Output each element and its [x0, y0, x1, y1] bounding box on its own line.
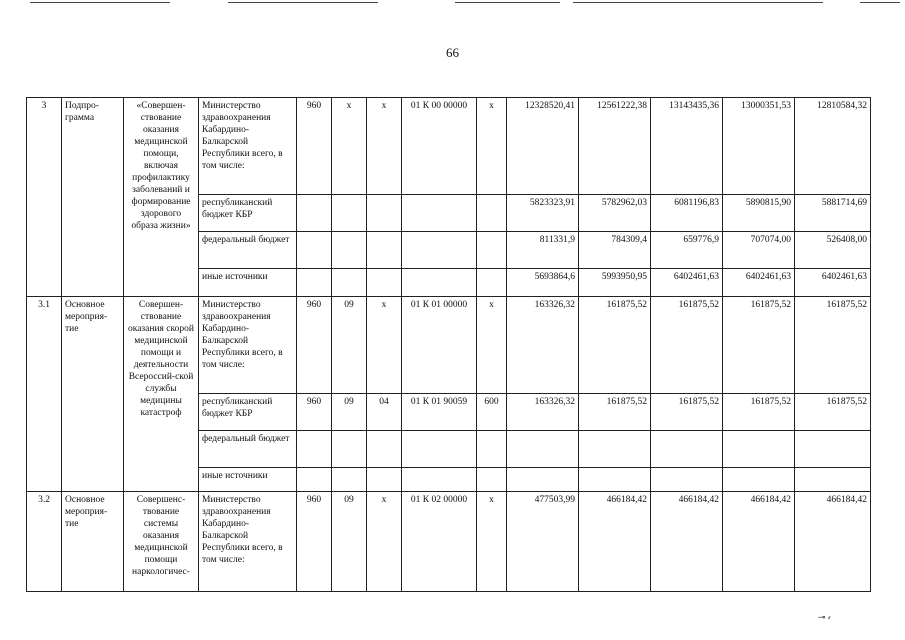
- scan-marks: ⊸ ⸗: [818, 612, 831, 622]
- value-year-5: 161875,52: [795, 297, 871, 394]
- pr-code: [367, 269, 402, 297]
- value-year-1: 5693864,6: [507, 269, 579, 297]
- csr-code: [402, 195, 477, 232]
- row-title: Совершенс-твование системы оказания медицинской помощи наркологичес-: [124, 492, 199, 592]
- grbs-code: [297, 431, 332, 468]
- funding-source: Министерство здравоохранения Кабардино-Балкарской Республики всего, в том числе:: [199, 98, 297, 195]
- row-title: «Совершен-ствование оказания медицинской помощи, включая профилактику заболеваний и формирование здорового образа жизни»: [124, 98, 199, 297]
- row-type: Основное мероприя-тие: [62, 297, 124, 492]
- row-type: Подпро-грамма: [62, 98, 124, 297]
- grbs-code: 960: [297, 492, 332, 592]
- vr-code: x: [477, 297, 507, 394]
- funding-source: федеральный бюджет: [199, 431, 297, 468]
- value-year-2: 5993950,95: [579, 269, 651, 297]
- pr-code: 04: [367, 394, 402, 431]
- value-year-2: 466184,42: [579, 492, 651, 592]
- vr-code: x: [477, 492, 507, 592]
- value-year-1: 12328520,41: [507, 98, 579, 195]
- value-year-5: 5881714,69: [795, 195, 871, 232]
- value-year-2: [579, 468, 651, 492]
- scan-top-line: [860, 2, 900, 3]
- vr-code: 600: [477, 394, 507, 431]
- scan-top-line: [573, 2, 823, 3]
- value-year-1: [507, 468, 579, 492]
- rz-code: 09: [332, 297, 367, 394]
- csr-code: 01 К 01 00000: [402, 297, 477, 394]
- budget-table: [26, 97, 871, 592]
- funding-source: иные источники: [199, 468, 297, 492]
- value-year-1: 163326,32: [507, 394, 579, 431]
- grbs-code: 960: [297, 394, 332, 431]
- row-type: Основное мероприя-тие: [62, 492, 124, 592]
- csr-code: 01 К 02 00000: [402, 492, 477, 592]
- grbs-code: [297, 468, 332, 492]
- value-year-3: 161875,52: [651, 297, 723, 394]
- csr-code: 01 К 01 90059: [402, 394, 477, 431]
- value-year-2: [579, 431, 651, 468]
- pr-code: [367, 468, 402, 492]
- rz-code: [332, 269, 367, 297]
- value-year-1: 477503,99: [507, 492, 579, 592]
- value-year-3: [651, 468, 723, 492]
- rz-code: 09: [332, 492, 367, 592]
- value-year-3: 6081196,83: [651, 195, 723, 232]
- funding-source: федеральный бюджет: [199, 232, 297, 269]
- csr-code: [402, 269, 477, 297]
- value-year-4: 13000351,53: [723, 98, 795, 195]
- table-row: [27, 492, 871, 592]
- row-number: 3: [27, 98, 62, 297]
- grbs-code: 960: [297, 98, 332, 195]
- pr-code: [367, 431, 402, 468]
- grbs-code: [297, 269, 332, 297]
- value-year-2: 12561222,38: [579, 98, 651, 195]
- funding-source: республиканский бюджет КБР: [199, 394, 297, 431]
- csr-code: 01 К 00 00000: [402, 98, 477, 195]
- value-year-4: 5890815,90: [723, 195, 795, 232]
- value-year-4: 161875,52: [723, 394, 795, 431]
- pr-code: x: [367, 297, 402, 394]
- rz-code: [332, 232, 367, 269]
- value-year-3: 466184,42: [651, 492, 723, 592]
- row-number: 3.1: [27, 297, 62, 492]
- value-year-5: [795, 431, 871, 468]
- grbs-code: 960: [297, 297, 332, 394]
- value-year-3: 6402461,63: [651, 269, 723, 297]
- grbs-code: [297, 232, 332, 269]
- value-year-2: 784309,4: [579, 232, 651, 269]
- value-year-5: 6402461,63: [795, 269, 871, 297]
- value-year-4: 161875,52: [723, 297, 795, 394]
- rz-code: 09: [332, 394, 367, 431]
- page-number: 66: [446, 45, 459, 60]
- value-year-3: 13143435,36: [651, 98, 723, 195]
- value-year-5: 526408,00: [795, 232, 871, 269]
- vr-code: [477, 431, 507, 468]
- pr-code: [367, 232, 402, 269]
- funding-source: республиканский бюджет КБР: [199, 195, 297, 232]
- row-title: Совершен-ствование оказания скорой медицинской помощи и деятельности Всероссий-ской службы медицины катастроф: [124, 297, 199, 492]
- value-year-1: 811331,9: [507, 232, 579, 269]
- value-year-4: [723, 431, 795, 468]
- funding-source: Министерство здравоохранения Кабардино-Балкарской Республики всего, в том числе:: [199, 297, 297, 394]
- pr-code: [367, 195, 402, 232]
- table-row: [27, 297, 871, 394]
- vr-code: x: [477, 98, 507, 195]
- vr-code: [477, 269, 507, 297]
- funding-source: иные источники: [199, 269, 297, 297]
- csr-code: [402, 431, 477, 468]
- value-year-2: 5782962,03: [579, 195, 651, 232]
- scan-top-line: [455, 2, 560, 3]
- funding-source: Министерство здравоохранения Кабардино-Балкарской Республики всего, в том числе:: [199, 492, 297, 592]
- pr-code: x: [367, 98, 402, 195]
- value-year-4: 707074,00: [723, 232, 795, 269]
- value-year-3: 659776,9: [651, 232, 723, 269]
- value-year-4: [723, 468, 795, 492]
- value-year-4: 6402461,63: [723, 269, 795, 297]
- value-year-1: 163326,32: [507, 297, 579, 394]
- value-year-5: [795, 468, 871, 492]
- grbs-code: [297, 195, 332, 232]
- rz-code: [332, 431, 367, 468]
- vr-code: [477, 232, 507, 269]
- value-year-3: [651, 431, 723, 468]
- value-year-1: 5823323,91: [507, 195, 579, 232]
- value-year-4: 466184,42: [723, 492, 795, 592]
- rz-code: x: [332, 98, 367, 195]
- scan-top-line: [228, 2, 378, 3]
- value-year-2: 161875,52: [579, 297, 651, 394]
- row-number: 3.2: [27, 492, 62, 592]
- pr-code: x: [367, 492, 402, 592]
- value-year-3: 161875,52: [651, 394, 723, 431]
- value-year-5: 466184,42: [795, 492, 871, 592]
- csr-code: [402, 232, 477, 269]
- vr-code: [477, 195, 507, 232]
- csr-code: [402, 468, 477, 492]
- table-row: [27, 98, 871, 195]
- value-year-5: 161875,52: [795, 394, 871, 431]
- rz-code: [332, 195, 367, 232]
- rz-code: [332, 468, 367, 492]
- vr-code: [477, 468, 507, 492]
- value-year-5: 12810584,32: [795, 98, 871, 195]
- scan-top-line: [30, 2, 170, 3]
- value-year-1: [507, 431, 579, 468]
- value-year-2: 161875,52: [579, 394, 651, 431]
